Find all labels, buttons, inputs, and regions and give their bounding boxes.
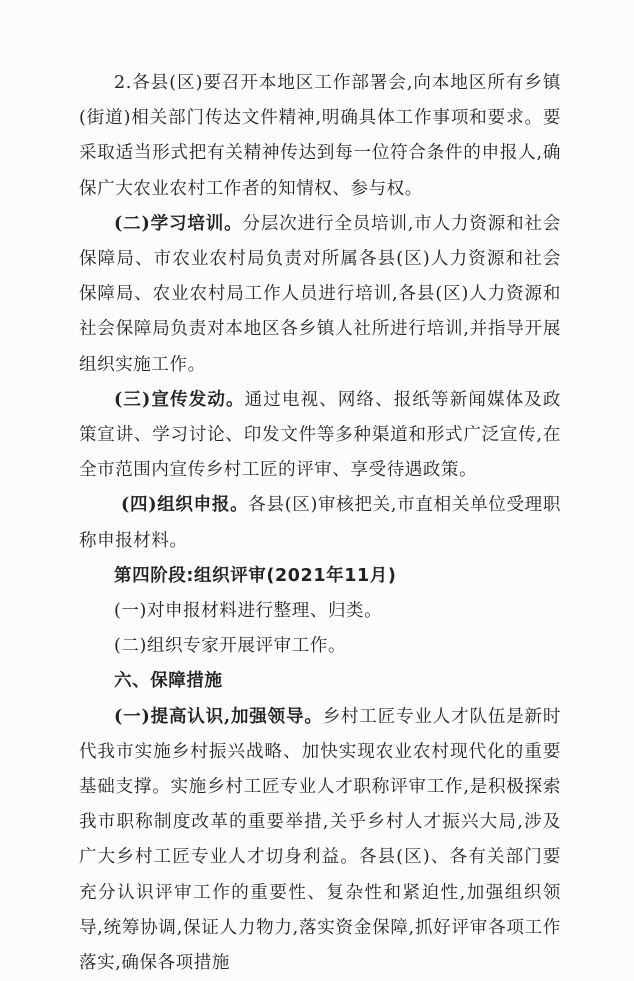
text-application: 各县(区)审核把关,市直相关单位受理职称申报材料。 <box>79 495 561 551</box>
stage-four-item-1: (一)对申报材料进行整理、归类。 <box>114 601 383 622</box>
stage-four-heading: 第四阶段:组织评审(2021年11月) <box>114 565 397 586</box>
document-body <box>79 66 561 981</box>
heading-application: (四)组织申报。 <box>121 495 249 516</box>
text-leadership: 乡村工匠专业人才队伍是新时代我市实施乡村振兴战略、加快实现农业农村现代化的重要基础支撑。实施乡村工匠专业人才职称评审工作,是积极探索我市职称制度改革的重要举措,关乎乡村人才振兴大局,涉及广大乡村工匠专业人才切身利益。各县(区)、各有关部门要充分认识评审工作的重要性、复杂性和紧迫性,加强组织领导,统筹协调,保证人力物力,落实资金保障,抓好评审各项工作落实,确保各项措施 <box>79 706 561 974</box>
section-six-heading: 六、保障措施 <box>114 671 223 692</box>
paragraph-publicity <box>79 383 561 489</box>
text-training: 分层次进行全员培训,市人力资源和社会保障局、市农业农村局负责对所属各县(区)人力资源和社会保障局、农业农村局工作人员进行培训,各县(区)人力资源和社会保障局负责对本地区各乡镇人社所进行培训,并指导开展组织实施工作。 <box>79 213 561 375</box>
paragraph-leadership <box>79 700 561 981</box>
heading-publicity: (三)宣传发动。 <box>114 389 245 410</box>
heading-leadership: (一)提高认识,加强领导。 <box>114 706 323 727</box>
heading-training: (二)学习培训。 <box>114 213 243 234</box>
stage-four-item-2: (二)组织专家开展评审工作。 <box>114 636 347 657</box>
paragraph-application <box>79 488 561 558</box>
paragraph-1: 2.各县(区)要召开本地区工作部署会,向本地区所有乡镇(街道)相关部门传达文件精神,明确具体工作事项和要求。要采取适当形式把有关精神传达到每一位符合条件的申报人,确保广大农业农村工作者的知情权、参与权。 <box>79 73 561 199</box>
paragraph-training <box>79 207 561 383</box>
text-publicity: 通过电视、网络、报纸等新闻媒体及政策宣讲、学习讨论、印发文件等多种渠道和形式广泛宣传,在全市范围内宣传乡村工匠的评审、享受待遇政策。 <box>79 389 561 481</box>
